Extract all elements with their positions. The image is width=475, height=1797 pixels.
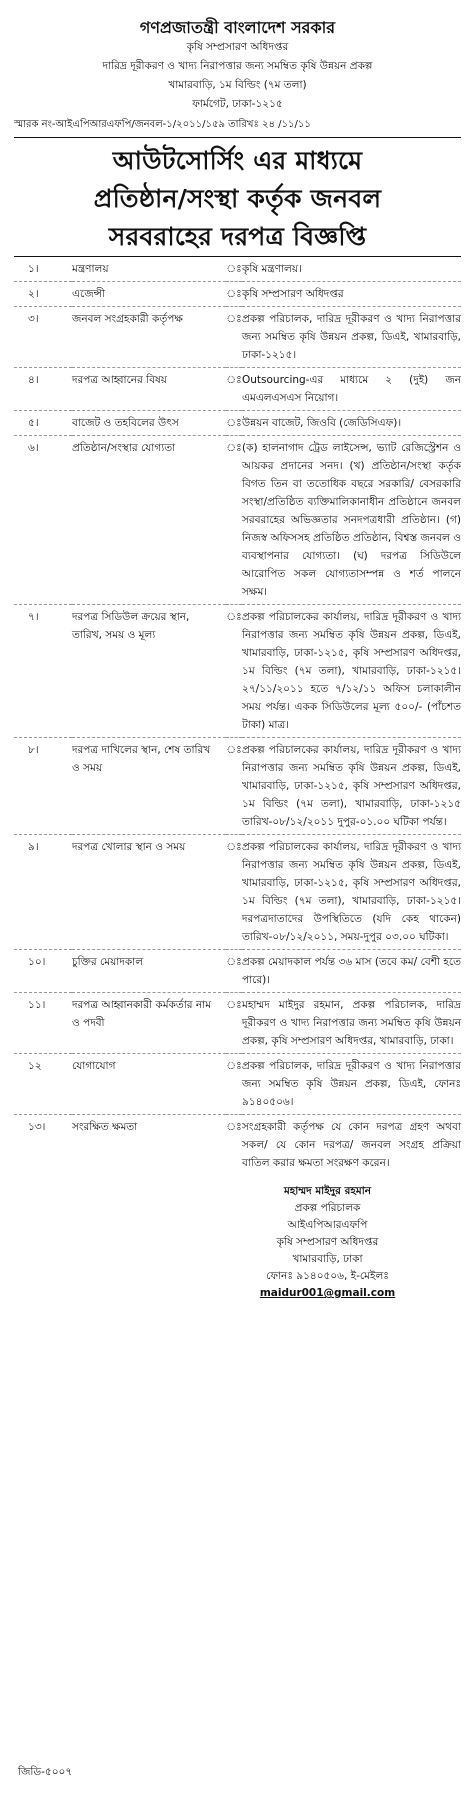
item-subject: সংরক্ষিত ক্ষমতা: [72, 1115, 226, 1176]
item-detail: কৃষি সম্প্রসারণ অধিদপ্তর: [242, 282, 461, 307]
item-colon: ঃ: [226, 1054, 242, 1115]
item-number: ৩।: [14, 307, 72, 368]
item-subject: দরপত্র আহ্বানকারী কর্মকর্তার নাম ও পদবী: [72, 993, 226, 1054]
item-number: ৬।: [14, 436, 72, 605]
notice-item-row: [14, 950, 461, 993]
item-subject: বাজেট ও তহবিলের উৎস: [72, 411, 226, 436]
item-detail: প্রকল্প পরিচালকের কার্যালয়, দারিদ্র দূরীকরণ ও খাদ্য নিরাপত্তার জন্য সমম্বিত কৃষি উন্নয়ন প্রকল্প, ডিএই, খামারবাড়ি, ঢাকা-১২১৫, কৃষি সম্প্রসারণ অধিদপ্তর, ১ম বিল্ডিং (৭ম তলা), খামারবাড়ি, ঢাকা-১২১৫। দরপত্রদাতাদের উপস্থিতিতে (যদি কেহ থাকেন) তারিখ-০৮/১২/২০১১, সময়-দুপুর ০৩.০০ ঘটিকা।: [242, 835, 461, 950]
signatory-email[interactable]: maidur001@gmail.com: [259, 1287, 396, 1299]
notice-item-row: [14, 411, 461, 436]
signatory-name: মহাম্মদ মাইদুর রহমান: [283, 1185, 372, 1197]
item-detail: প্রকল্প পরিচালক, দারিদ্র দূরীকরণ ও খাদ্য নিরাপত্তার জন্য সমম্বিত কৃষি উন্নয়ন প্রকল্প, ডিএই, ফোনঃ ৯১৪০৫০৬।: [242, 1054, 461, 1115]
item-detail: Outsourcing-এর মাধ্যমে ২ (দুই) জন এমএলএসএস নিয়োগ।: [242, 368, 461, 411]
item-detail: প্রকল্প পরিচালক, দারিদ্র দূরীকরণ ও খাদ্য নিরাপত্তার জন্য সমম্বিত কৃষি উন্নয়ন প্রকল্প, ডিএই, খামারবাড়ি, ঢাকা-১২১৫।: [242, 307, 461, 368]
notice-title-line-1: আউটসোর্সিং এর মাধ্যমে: [112, 146, 363, 175]
item-colon: ঃ: [226, 263, 242, 275]
gd-reference: জিডি-৫০০৭: [18, 1766, 73, 1778]
item-colon: ঃ: [226, 835, 242, 950]
item-detail: মহাম্মদ মাইদুর রহমান, প্রকল্প পরিচালক, দারিদ্র দূরীকরণ ও খাদ্য নিরাপত্তার জন্য সমম্বিত কৃষি উন্নয়ন প্রকল্প, কৃষি সম্প্রসারণ অধিদপ্তর, খামারবাড়ি, ঢাকা।: [242, 993, 461, 1054]
item-subject: দরপত্র দাখিলের স্থান, শেষ তারিখ ও সময়: [72, 738, 226, 835]
item-colon: ঃ: [226, 368, 242, 411]
item-number: ১।: [28, 263, 39, 275]
item-subject: যোগাযোগ: [72, 1054, 226, 1115]
signature-block: [194, 1183, 461, 1302]
letterhead: [14, 18, 461, 114]
item-subject: এজেন্সী: [72, 282, 226, 307]
project-name: দারিদ্র দূরীকরণ ও খাদ্য নিরাপত্তার জন্য সমম্বিত কৃষি উন্নয়ন প্রকল্প: [102, 60, 373, 72]
government-name: গণপ্রজাতন্ত্রী বাংলাদেশ সরকার: [139, 18, 336, 37]
item-number: ৭।: [14, 605, 72, 738]
notice-item-row: [14, 835, 461, 950]
item-colon: ঃ: [226, 1115, 242, 1176]
item-subject: দরপত্র সিডিউল ক্রয়ের স্থান, তারিখ, সময় ও মূল্য: [72, 605, 226, 738]
item-colon: ঃ: [226, 411, 242, 436]
notice-item-row: [14, 368, 461, 411]
item-subject: দরপত্র আহ্বানের বিষয়: [72, 368, 226, 411]
notice-items-table: [14, 257, 461, 1175]
signatory-dept: কৃষি সম্প্রসারণ অধিদপ্তর: [276, 1236, 379, 1248]
signatory-org: আইএপিআরএফপি: [287, 1219, 368, 1231]
signatory-place: খামারবাড়ি, ঢাকা: [292, 1253, 363, 1265]
notice-item-row: [14, 257, 461, 282]
item-detail: কৃষি মন্ত্রণালয়।: [242, 263, 302, 275]
item-number: ৮।: [14, 738, 72, 835]
item-detail: প্রকল্প পরিচালকের কার্যালয়, দারিদ্র দূরীকরণ ও খাদ্য নিরাপত্তার জন্য সমম্বিত কৃষি উন্নয়ন প্রকল্প, ডিএই, খামারবাড়ি, ঢাকা-১২১৫, কৃষি সম্প্রসারণ অধিদপ্তর, ১ম বিল্ডিং (৭ম তলা), খামারবাড়ি, ঢাকা-১২১৫। ২৭/১১/২০১১ হতে ৭/১২/১১ অফিস চলাকালীন সময় পর্যন্ত। একক সিডিউলের মূল্য ৫০০/- (পাঁচশত টাকা) মাত্র।: [242, 605, 461, 738]
office-address: ফার্মগেট, ঢাকা-১২১৫: [192, 98, 283, 110]
notice-title-line-2: প্রতিষ্ঠান/সংস্থা কর্তৃক জনবল: [93, 184, 382, 213]
notice-title: [14, 142, 461, 256]
memo-number: স্মারক নং-আইএপিআরএফপি/জনবল-১/২০১১/১৫৯ তারিখঃ ২৪ /১১/১১: [14, 119, 311, 130]
notice-item-row: [14, 307, 461, 368]
notice-item-row: [14, 282, 461, 307]
item-number: ১০।: [14, 950, 72, 993]
item-colon: ঃ: [226, 738, 242, 835]
item-number: ৫।: [14, 411, 72, 436]
item-detail: প্রকল্প মেয়াদকাল পর্যন্ত ৩৬ মাস (তবে কম/ বেশী হতে পারে)।: [242, 950, 461, 993]
item-number: ৪।: [14, 368, 72, 411]
item-subject: মন্ত্রণালয়: [72, 263, 109, 275]
notice-item-row: [14, 1115, 461, 1176]
item-subject: প্রতিষ্ঠান/সংস্থার যোগ্যতা: [72, 436, 226, 605]
signatory-designation: প্রকল্প পরিচালক: [294, 1202, 361, 1214]
building-address: খামারবাড়ি, ১ম বিল্ডিং (৭ম তলা): [168, 79, 307, 91]
item-colon: ঃ: [226, 605, 242, 738]
item-number: ২।: [14, 282, 72, 307]
item-detail: (ক) হালনাগাদ ট্রেড লাইসেন্স, ভ্যাট রেজিস্ট্রেশন ও আয়কর প্রদানের সনদ। (খ) প্রতিষ্ঠান/সংস্থা কর্তৃক বিগত তিন বা ততোধিক বছরে সরকারি/ বেসরকারি সংস্থা/প্রতিষ্ঠিত ব্যক্তিমালিকানাধীন প্রতিষ্ঠানে জনবল সরবরাহের অভিজ্ঞতার সনদপত্রধারী প্রতিষ্ঠান। (গ) নিজস্ব অফিসসহ প্রতিষ্ঠিত প্রতিষ্ঠান, বিশ্বস্ত জনবল ও ব্যবস্থাপনার যোগ্যতা। (ঘ) দরপত্র সিডিউলে আরোপিত সকল যোগ্যতাসম্পন্ন ও শর্ত পালনে সক্ষম।: [242, 436, 461, 605]
item-colon: ঃ: [226, 950, 242, 993]
item-colon: ঃ: [226, 307, 242, 368]
item-number: ৯।: [14, 835, 72, 950]
notice-item-row: [14, 993, 461, 1054]
notice-title-line-3: সরবরাহের দরপত্র বিজ্ঞপ্তি: [108, 222, 367, 251]
tender-notice: [0, 18, 475, 1797]
item-number: ১২: [14, 1054, 72, 1115]
item-detail: সংগ্রহকারী কর্তৃপক্ষ যে কোন দরপত্র গ্রহণ অথবা সকল/ যে কোন দরপত্র/ জনবল সংগ্রহ প্রক্রিয়া বাতিল করার ক্ষমতা সংরক্ষণ করেন।: [242, 1115, 461, 1176]
header-rule: [14, 137, 461, 138]
notice-item-row: [14, 605, 461, 738]
item-subject: জনবল সংগ্রহকারী কর্তৃপক্ষ: [72, 307, 226, 368]
item-colon: ঃ: [226, 436, 242, 605]
item-colon: ঃ: [226, 282, 242, 307]
item-subject: চুক্তির মেয়াদকাল: [72, 950, 226, 993]
item-subject: দরপত্র খোলার স্থান ও সময়: [72, 835, 226, 950]
signatory-phone: ফোনঃ ৯১৪০৫০৬, ই-মেইলঃ: [266, 1270, 389, 1282]
item-colon: ঃ: [226, 993, 242, 1054]
item-detail: প্রকল্প পরিচালকের কার্যালয়, দারিদ্র দূরীকরণ ও খাদ্য নিরাপত্তার জন্য সমম্বিত কৃষি উন্নয়ন প্রকল্প, ডিএই, খামারবাড়ি, ঢাকা-১২১৫, কৃষি সম্প্রসারণ অধিদপ্তর, ১ম বিল্ডিং (৭ম তলা), খামারবাড়ি, ঢাকা-১২১৫ তারিখ-০৮/১২/২০১১ দুপুর-০১.০০ ঘটিকা পর্যন্ত।: [242, 738, 461, 835]
notice-item-row: [14, 1054, 461, 1115]
item-detail: উন্নয়ন বাজেট, জিওবি (জেডিসিএফ)।: [242, 411, 461, 436]
notice-item-row: [14, 738, 461, 835]
department-name: কৃষি সম্প্রসারণ অধিদপ্তর: [186, 41, 289, 53]
item-number: ১১।: [14, 993, 72, 1054]
item-number: ১৩।: [14, 1115, 72, 1176]
notice-item-row: [14, 436, 461, 605]
